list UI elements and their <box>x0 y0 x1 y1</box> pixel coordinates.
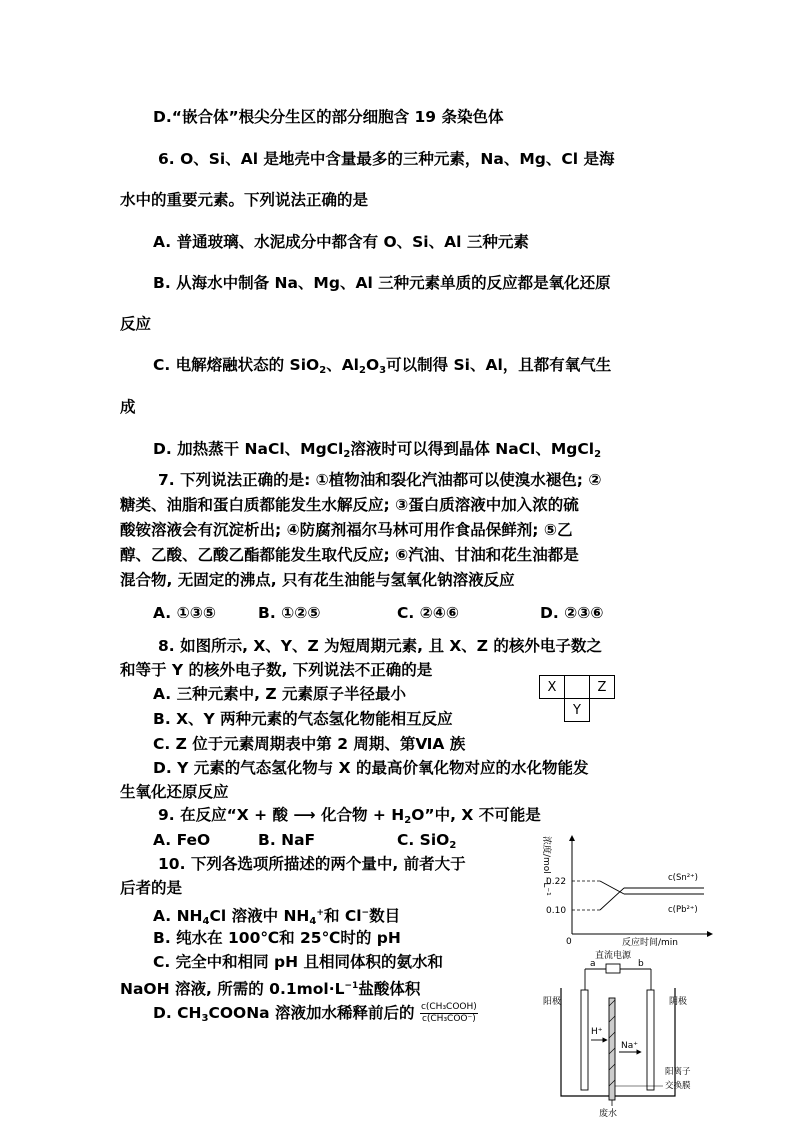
q7-option-c: C. ②④⑥ <box>397 604 460 622</box>
y-axis-label: 浓度/mol · L⁻¹ <box>541 836 551 896</box>
terminal-b: b <box>638 959 644 969</box>
cathode-electrode <box>647 990 654 1090</box>
q10-option-b: B. 纯水在 100℃和 25℃时的 pH <box>153 929 401 947</box>
q7-stem-line1: 7. 下列说法正确的是: ①植物油和裂化汽油都可以使溴水褪色; ② <box>158 471 602 489</box>
h-ion-label: H⁺ <box>591 1027 603 1037</box>
cell-empty <box>564 675 590 699</box>
q7-stem-line2: 糖类、油脂和蛋白质都能发生水解反应; ③蛋白质溶液中加入浓的硫 <box>120 496 579 514</box>
q10-stem-line2: 后者的是 <box>120 879 183 897</box>
power-source <box>606 964 620 973</box>
q6-stem-line2: 水中的重要元素。下列说法正确的是 <box>120 191 369 209</box>
q8-option-b: B. X、Y 两种元素的气态氢化物能相互反应 <box>153 710 453 728</box>
concentration-graph <box>528 832 718 948</box>
pb-curve-rise <box>600 888 624 910</box>
tick-label-low: 0.10 <box>546 906 567 916</box>
terminal-a: a <box>590 959 596 969</box>
series-label-pb: c(Pb²⁺) <box>668 905 698 915</box>
q7-stem-line5: 混合物, 无固定的沸点, 只有花生油能与氢氧化钠溶液反应 <box>120 571 515 589</box>
q6-option-c-line2: 成 <box>120 398 136 416</box>
na-ion-label: Na⁺ <box>621 1041 638 1051</box>
tick-label-high: 0.22 <box>546 877 567 887</box>
cell-z: Z <box>589 675 615 699</box>
q7-stem-line4: 醇、乙酸、乙酸乙酯都能发生取代反应; ⑥汽油、甘油和花生油都是 <box>120 546 579 564</box>
q9-option-a: A. FeO <box>153 831 211 849</box>
q8-option-d-line2: 生氧化还原反应 <box>120 783 229 801</box>
concentration-ratio: $\frac{\text{c(CH₃COOH)}}{\text{c(CH₃COO⁻)}}$ <box>420 1002 477 1024</box>
q10-option-d: D. $CH_3COONa$ 溶液加水稀释前后的 $\frac{\text{c(CH₃COOH)}}{\text{c(CH₃COO⁻)}}$ <box>153 1002 477 1024</box>
q6-option-b-line2: 反应 <box>120 315 152 333</box>
q10-option-c-line2: NaOH 溶液, 所需的 $0.1mol\cdot L^{-1}$盐酸体积 <box>120 980 421 998</box>
q5-option-d: D.“嵌合体”根尖分生区的部分细胞含 19 条染色体 <box>153 108 504 126</box>
q8-stem-line2: 和等于 Y 的核外电子数, 下列说法不正确的是 <box>120 661 433 679</box>
q8-stem-line1: 8. 如图所示, X、Y、Z 为短周期元素, 且 X、Z 的核外电子数之 <box>158 637 602 655</box>
q6-option-b-line1: B. 从海水中制备 Na、Mg、Al 三种元素单质的反应都是氧化还原 <box>153 274 611 292</box>
q10-stem-line1: 10. 下列各选项所描述的两个量中, 前者大于 <box>158 855 466 873</box>
q7-stem-line3: 酸铵溶液会有沉淀析出; ④防腐剂福尔马林可用作食品保鲜剂; ⑤乙 <box>120 521 573 539</box>
series-label-sn: c(Sn²⁺) <box>668 873 698 883</box>
q8-option-c: C. Z 位于元素周期表中第 2 周期、第ⅥA 族 <box>153 735 466 753</box>
q9-option-b: B. NaF <box>258 831 316 849</box>
cell-x: X <box>539 675 565 699</box>
electrolysis-cell-diagram <box>543 948 693 1118</box>
waste-water-label: 废水 <box>599 1109 618 1118</box>
origin-label: 0 <box>566 937 572 947</box>
membrane-label-line1: 阳离子 <box>665 1067 691 1077</box>
q9-option-c: C. SiO$_2$ <box>397 831 457 851</box>
q7-option-b: B. ①②⑤ <box>258 604 321 622</box>
q6-stem-line1: 6. O、Si、Al 是地壳中含量最多的三种元素，Na、Mg、Cl 是海 <box>158 150 615 168</box>
q8-option-a: A. 三种元素中, Z 元素原子半径最小 <box>153 685 406 703</box>
anode-label: 阳极 <box>543 997 562 1007</box>
x-axis-label: 反应时间/min <box>622 938 679 948</box>
q8-option-d-line1: D. Y 元素的气态氢化物与 X 的最高价氧化物对应的水化物能发 <box>153 759 589 777</box>
q7-option-a: A. ①③⑤ <box>153 604 216 622</box>
anode-electrode <box>581 990 588 1090</box>
membrane-label-line2: 交换膜 <box>665 1081 691 1091</box>
tank <box>561 988 675 1096</box>
q6-option-c-line1: C. 电解熔融状态的 SiO$_2$、$Al_2O_3$可以制得 Si、Al，且都有氧气生 <box>153 356 612 376</box>
q10-option-a: A. $NH_4Cl$ 溶液中 $NH_4^+$和 Cl−数目 <box>153 907 401 927</box>
q9-stem: 9. 在反应“X + 酸 ⟶ 化合物 + $H_2O$”中, X 不可能是 <box>158 806 541 826</box>
q6-option-a: A. 普通玻璃、水泥成分中都含有 O、Si、Al 三种元素 <box>153 233 529 251</box>
q7-option-d: D. ②③⑥ <box>540 604 604 622</box>
power-source-label: 直流电源 <box>595 951 632 961</box>
sn-curve-fall <box>600 881 624 894</box>
cell-y: Y <box>564 698 590 722</box>
q6-option-d: D. 加热蒸干 NaCl、MgCl$_2$溶液时可以得到晶体 NaCl、MgCl$_2$ <box>153 440 602 460</box>
q10-option-c-line1: C. 完全中和相同 pH 且相同体积的氨水和 <box>153 953 444 971</box>
cathode-label: 阴极 <box>669 997 688 1007</box>
